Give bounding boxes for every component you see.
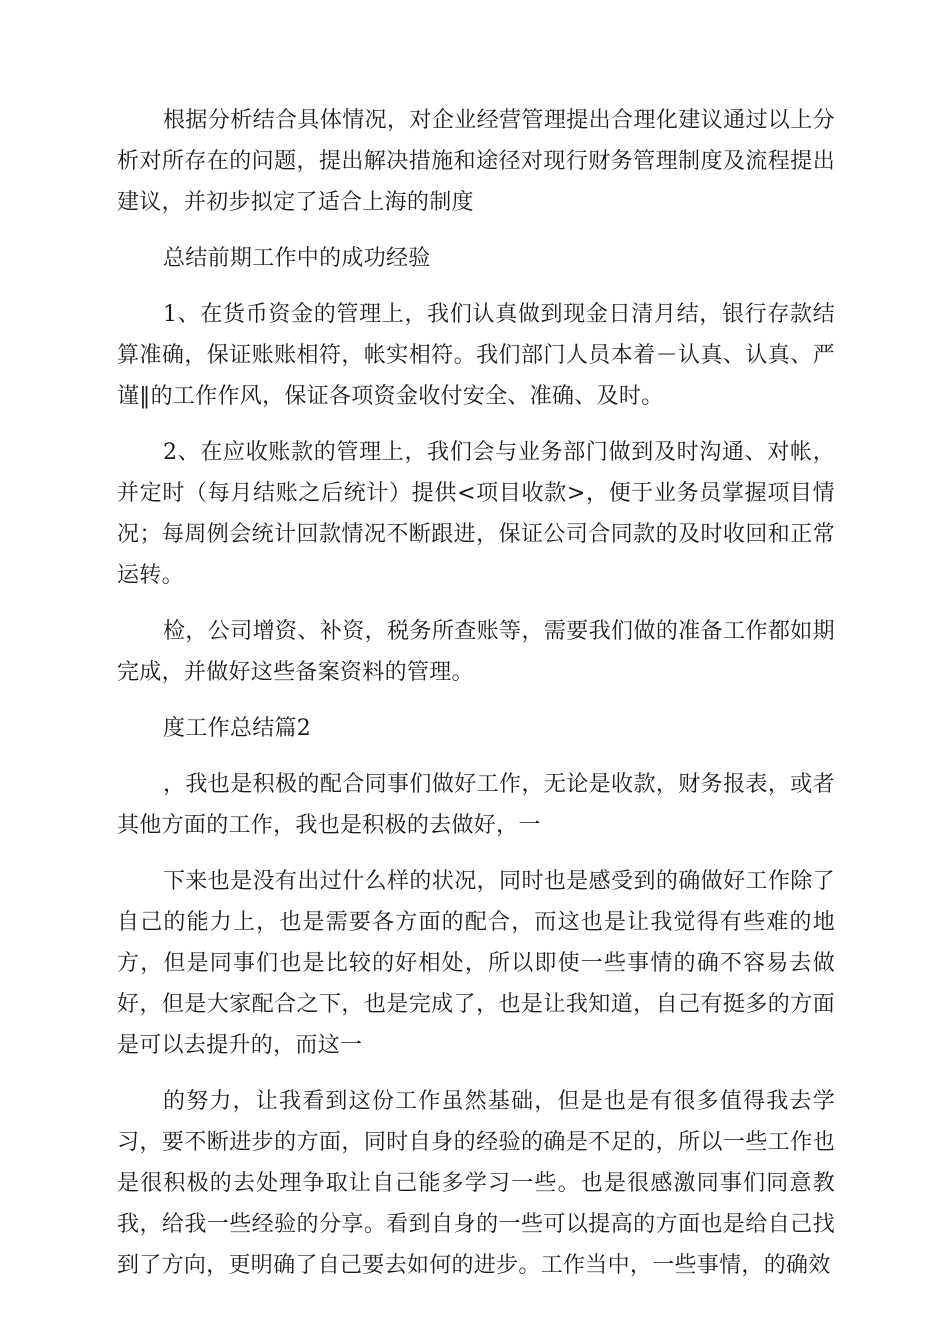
paragraph-heading-experience: 总结前期工作中的成功经验 — [163, 246, 431, 271]
paragraph-audit-preparation: 检，公司增资、补资，税务所查账等，需要我们做的准备工作都如期完成，并做好这些备案资料的管理。 — [117, 619, 835, 685]
paragraph-item-2-receivables: 2、在应收账款的管理上，我们会与业务部门做到及时沟通、对帐，并定时（每月结账之后统计）提供<项目收款>，便于业务员掌握项目情况；每周例会统计回款情况不断跟进，保证公司合同款的及时收回和正常运转。 — [117, 440, 835, 588]
paragraph-intro-suggestions: 根据分析结合具体情况，对企业经营管理提出合理化建议通过以上分析对所存在的问题，提出解决措施和途径对现行财务管理制度及流程提出建议，并初步拟定了适合上海的制度 — [117, 108, 835, 215]
paragraph-teamwork: 下来也是没有出过什么样的状况，同时也是感受到的确做好工作除了自己的能力上，也是需要各方面的配合，而这也是让我觉得有些难的地方，但是同事们也是比较的好相处，所以即使一些事情的确不容易去做好，但是大家配合之下，也是完成了，也是让我知道，自己有挺多的方面是可以去提升的，而这一 — [117, 869, 835, 1058]
paragraph-learning: 的努力，让我看到这份工作虽然基础，但是也是有很多值得我去学习，要不断进步的方面，同时自身的经验的确是不足的，所以一些工作也是很积极的去处理争取让自己能多学习一些。也是很感激同事们同意教我，给我一些经验的分享。看到自身的一些可以提高的方面也是给自己找到了方向，更明确了自己要去如何的进步。工作当中，一些事情，的确效 — [117, 1089, 835, 1278]
paragraph-heading-summary-2: 度工作总结篇2 — [163, 716, 312, 741]
paragraph-item-1-cash-management: 1、在货币资金的管理上，我们认真做到现金日清月结，银行存款结算准确，保证账账相符，帐实相符。我们部门人员本着－认真、认真、严谨‖的工作作风，保证各项资金收付安全、准确、及时。 — [117, 302, 835, 409]
paragraph-cooperation: ，我也是积极的配合同事们做好工作，无论是收款，财务报表，或者其他方面的工作，我也是积极的去做好，一 — [117, 772, 835, 838]
document-page — [117, 100, 835, 1301]
